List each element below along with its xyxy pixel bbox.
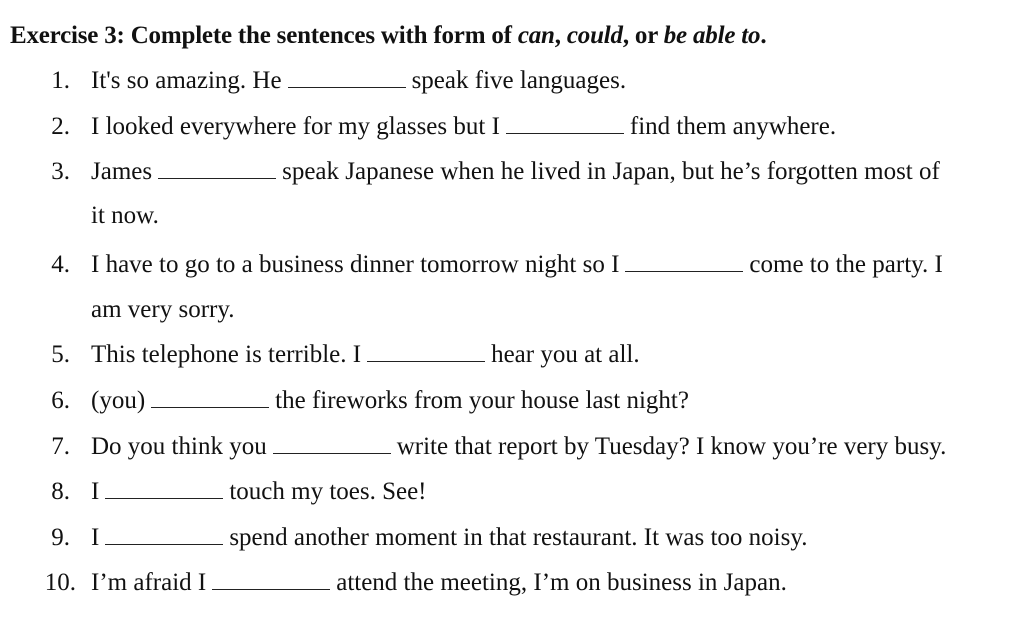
sentence-before: I — [91, 478, 100, 505]
item-number: 6. — [51, 387, 70, 414]
sentence-line — [91, 157, 940, 187]
sentence-line — [91, 66, 626, 96]
answer-blank[interactable] — [288, 69, 406, 88]
sentence-before: It's so amazing. He — [91, 67, 282, 94]
sentence-line — [91, 523, 807, 553]
sentence-after: touch my toes. See! — [229, 478, 427, 505]
sentence-line — [91, 386, 689, 416]
heading-mid: , or — [622, 22, 664, 49]
sentence-before: I looked everywhere for my glasses but I — [91, 113, 500, 140]
answer-blank[interactable] — [625, 253, 743, 272]
sentence-before: I — [91, 524, 100, 551]
item-number: 10. — [44, 569, 76, 596]
item-number: 9. — [51, 524, 70, 551]
answer-blank[interactable] — [212, 571, 330, 590]
sentence-line — [91, 340, 640, 370]
sentence-after: the fireworks from your house last night? — [275, 387, 689, 414]
heading-could: could — [566, 22, 623, 49]
answer-blank[interactable] — [367, 343, 485, 362]
answer-blank[interactable] — [151, 389, 269, 408]
item-number: 3. — [51, 158, 70, 185]
answer-blank[interactable] — [273, 435, 391, 454]
heading-prefix: Exercise 3: Complete the sentences with form of — [10, 22, 518, 49]
heading-can: can — [517, 22, 555, 49]
item-number: 8. — [51, 478, 70, 505]
sentence-line — [91, 568, 787, 598]
sentence-after: attend the meeting, I’m on business in Japan. — [336, 569, 787, 596]
heading-end: . — [760, 22, 767, 49]
item-number: 1. — [51, 67, 70, 94]
answer-blank[interactable] — [105, 526, 223, 545]
heading-be-able-to: be able to — [663, 22, 761, 49]
sentence-before: I have to go to a business dinner tomorrow night so I — [91, 251, 620, 278]
sentence-after: hear you at all. — [491, 341, 640, 368]
sentence-line — [91, 112, 836, 142]
item-number: 5. — [51, 341, 70, 368]
sentence-before: (you) — [91, 387, 146, 414]
heading-comma: , — [554, 22, 567, 49]
sentence-after: write that report by Tuesday? I know you’re very busy. — [396, 433, 947, 460]
sentence-after: speak Japanese when he lived in Japan, but he’s forgotten most of — [282, 158, 940, 185]
sentence-line — [91, 432, 946, 462]
exercise-heading — [10, 22, 766, 50]
sentence-continuation: it now. — [91, 202, 159, 229]
answer-blank[interactable] — [158, 160, 276, 179]
sentence-after: come to the party. I — [749, 251, 943, 278]
sentence-after: spend another moment in that restaurant. It was too noisy. — [229, 524, 808, 551]
item-number: 2. — [51, 113, 70, 140]
sentence-after: find them anywhere. — [629, 113, 837, 140]
sentence-before: Do you think you — [91, 433, 267, 460]
answer-blank[interactable] — [506, 115, 624, 134]
sentence-after: speak five languages. — [411, 67, 627, 94]
item-number: 4. — [51, 251, 70, 278]
item-number: 7. — [51, 433, 70, 460]
sentence-line — [91, 250, 943, 280]
sentence-continuation: am very sorry. — [91, 296, 235, 323]
sentence-before: This telephone is terrible. I — [91, 341, 362, 368]
answer-blank[interactable] — [105, 480, 223, 499]
sentence-line — [91, 477, 427, 507]
sentence-before: James — [91, 158, 153, 185]
sentence-before: I’m afraid I — [91, 569, 207, 596]
